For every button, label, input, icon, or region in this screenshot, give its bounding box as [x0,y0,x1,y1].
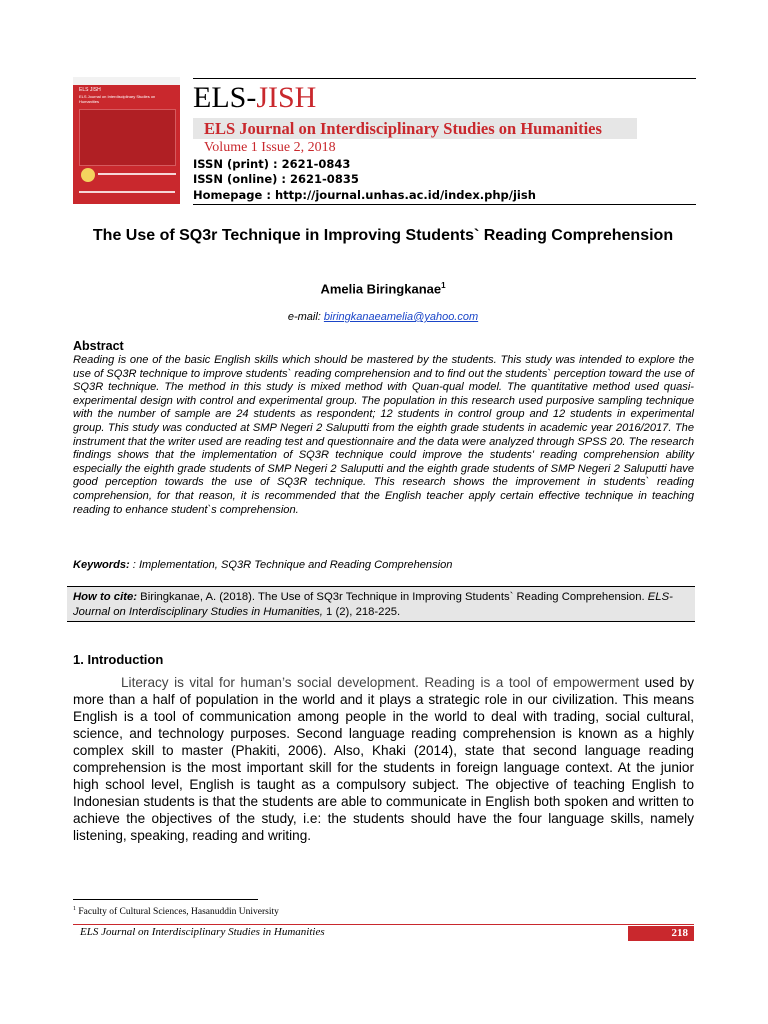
cover-seal-icon [81,168,95,182]
abstract-text: Reading is one of the basic English skills which should be mastered by the students. This study was intended to explore the use of SQ3R technique to improve students` reading comprehension and to find out the students` perception toward the use of SQ3R technique. The method in this study is mixed method with Quan-qual model. The quantitative method used quasi-experimental design with control and experimental group. The population in this research used purposive sampling technique with the number of sample are 24 students as respondent; 12 students in control group and 12 students in experimental group. This study was conducted at SMP Negeri 2 Saluputti from the eighth grade students in academic year 2016/2017. The instrument that the writer used are reading test and questionnaire and the data were analyzed through SPSS 20. The research findings shows that the implementation of SQ3R technique could improve the students' reading comprehension ability especially the eighth grade students of SMP Negeri 2 Saluputti and the eighth grade students of SMP Negeri 2 Saluputti have good perception towards the use of SQ3R technique. This research shows the improvement in students` reading comprehension, for that reason, it is recommended that the English teacher apply certain effective technique in teaching reading to enhance student`s comprehension. [73,354,695,516]
cite-issue: 1 (2), 218-225. [322,606,401,618]
issn-print: ISSN (print) : 2621-0843 [193,157,351,171]
introduction-body: used by more than a half of population in the world and it plays a strategic role in our civilization. This means English is a tool of communication among people in the world to deal with trading, social cultural, science, and technology purposes. Second language reading comprehension is known as a highly complex skill to master (Phakiti, 2006). Also, Khaki (2014), state that second language reading comprehension is the most important skill for the students in foreign language context. At the junior high school level, English is taught as a compulsory subject. The objective of teaching English to Indonesian students is that the students are able to communicate in English both spoken and written to achieve the objectives of the study, i.e: the students should have the four language skills, namely listening, speaking, reading and writing. [73,675,694,843]
footnote-rule [73,899,258,900]
journal-volume: Volume 1 Issue 2, 2018 [204,140,336,155]
issn-online: ISSN (online) : 2621-0835 [193,172,359,186]
journal-short-name [193,81,316,115]
paper-title: The Use of SQ3r Technique in Improving Students` Reading Comprehension [92,227,674,244]
cite-reference: Biringkanae, A. (2018). The Use of SQ3r Technique in Improving Students` Reading Comprehension. [137,591,648,603]
keywords-label: Keywords: [73,559,130,571]
cover-divider [98,173,176,175]
author-email-line [73,311,693,323]
abstract-heading: Abstract [73,339,124,353]
author-email-link[interactable]: biringkanaeamelia@yahoo.com [323,311,479,323]
author-footnote-mark: 1 [441,281,446,290]
introduction-text [73,674,694,844]
cite-journal: ELS-Journal on Interdisciplinary Studies in Humanities, [73,591,673,618]
cover-top-band [73,77,180,85]
introduction-first-line: Literacy is vital for human’s social development. Reading is a tool of empowerment [121,675,640,690]
footnote [73,906,279,917]
cover-subtitle: ELS Journal on Interdisciplinary Studies on Humanities [79,94,156,104]
journal-short-name-red: JISH [256,81,317,114]
header-top-rule [193,78,696,79]
email-label: e-mail: [287,311,324,323]
footnote-mark: 1 [73,906,76,912]
journal-full-name: ELS Journal on Interdisciplinary Studies on Humanities [193,118,637,139]
paper-author [73,281,693,296]
keywords [73,559,694,571]
footer-rule [73,924,694,925]
footnote-text: Faculty of Cultural Sciences, Hasanuddin University [76,907,279,918]
cover-illustration [79,109,176,166]
author-name: Amelia Biringkanae [320,281,442,297]
cite-label: How to cite: [73,591,138,603]
footer-journal-name: ELS Journal on Interdisciplinary Studies in Humanities [80,926,325,938]
journal-homepage: Homepage : http://journal.unhas.ac.id/index.php/jish [193,188,536,202]
keywords-list: : Implementation, SQ3R Technique and Reading Comprehension [129,559,453,571]
cover-divider [79,191,175,193]
header-bottom-rule [193,204,696,205]
page-number: 218 [628,926,694,941]
introduction-heading: 1. Introduction [73,652,164,667]
journal-cover-image [73,77,180,204]
journal-short-name-black: ELS- [193,81,257,114]
how-to-cite-box [67,586,695,622]
cover-title: ELS JISH [79,87,101,93]
